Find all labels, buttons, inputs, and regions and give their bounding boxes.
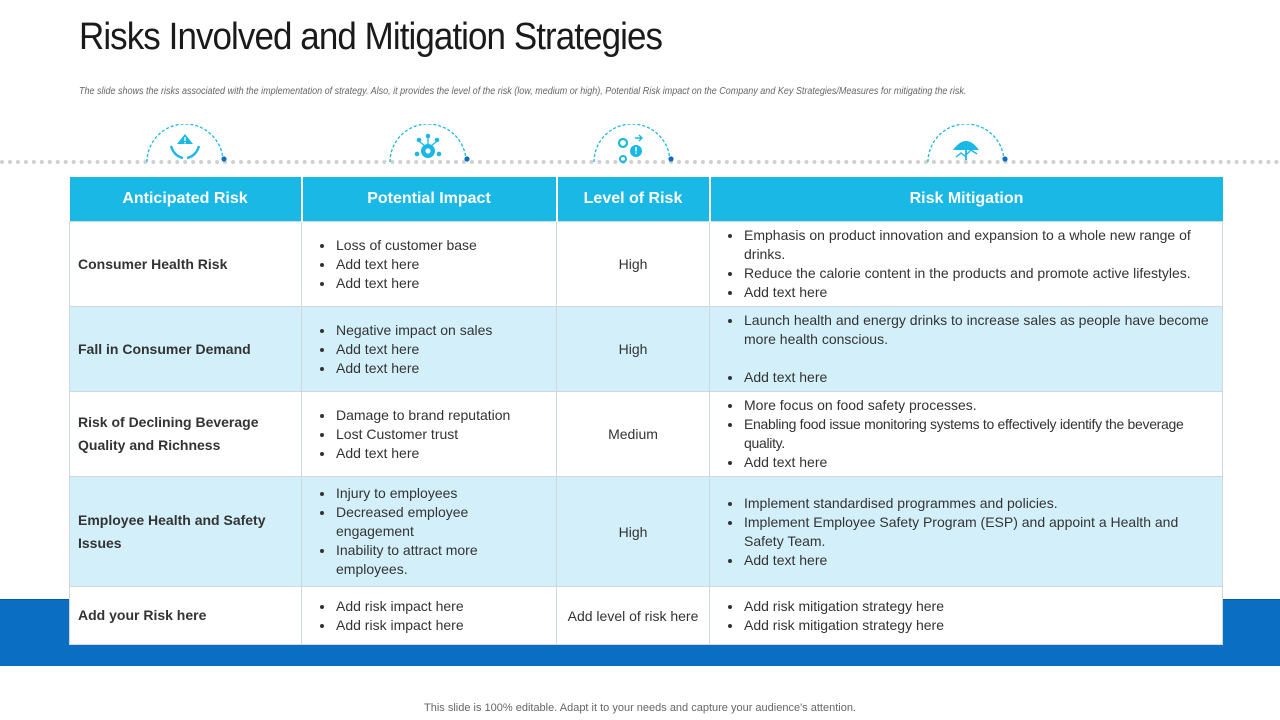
table-row <box>70 307 1223 392</box>
mitigation-cell <box>710 392 1223 477</box>
table-row <box>70 392 1223 477</box>
mitigation-item: • Add text here <box>743 551 1214 570</box>
mitigation-item: • Launch health and energy drinks to increase sales as people have become more health conscious. <box>743 311 1214 349</box>
mitigation-item: • Implement Employee Safety Program (ESP) and appoint a Health and Safety Team. <box>743 513 1214 551</box>
risk-level: Add level of risk here <box>557 587 710 645</box>
impact-item: • Damage to brand reputation <box>335 406 548 425</box>
page-subtitle: The slide shows the risks associated with the implementation of strategy. Also, it provides the level of the risk (low, medium or high), Potential Risk impact on the Company and Key Strategies/Measures for mitigating the risk. <box>79 86 967 97</box>
mitigation-item: • Add risk mitigation strategy here <box>743 616 1214 635</box>
page-title: Risks Involved and Mitigation Strategies <box>79 16 663 58</box>
risk-name: Employee Health and Safety Issues <box>70 477 302 587</box>
header-level-of-risk: Level of Risk <box>557 177 710 222</box>
table-row <box>70 477 1223 587</box>
mitigation-cell <box>710 222 1223 307</box>
impact-cell <box>302 392 557 477</box>
gear-network-icon <box>383 124 473 166</box>
impact-item: • Add text here <box>335 274 548 293</box>
table-row <box>70 587 1223 645</box>
mitigation-item: • Implement standardised programmes and policies. <box>743 494 1214 513</box>
impact-item: • Injury to employees <box>335 484 548 503</box>
mitigation-item: • Add text here <box>743 453 1214 472</box>
impact-item: • Inability to attract more employees. <box>335 541 548 579</box>
risk-level: High <box>557 222 710 307</box>
impact-item: • Lost Customer trust <box>335 425 548 444</box>
impact-item: • Decreased employee engagement <box>335 503 548 541</box>
mitigation-item: • Add risk mitigation strategy here <box>743 597 1214 616</box>
impact-item: • Negative impact on sales <box>335 321 548 340</box>
risk-name: Fall in Consumer Demand <box>70 307 302 392</box>
mitigation-item: • Reduce the calorie content in the products and promote active lifestyles. <box>743 264 1214 283</box>
mitigation-item: • Enabling food issue monitoring systems to effectively identify the beverage quality. <box>743 415 1214 453</box>
impact-item: • Add risk impact here <box>335 597 548 616</box>
impact-item: • Add text here <box>335 359 548 378</box>
impact-item: • Add text here <box>335 340 548 359</box>
impact-item: • Add text here <box>335 255 548 274</box>
risk-name: Consumer Health Risk <box>70 222 302 307</box>
risk-level: Medium <box>557 392 710 477</box>
impact-cell <box>302 222 557 307</box>
risk-name: Risk of Declining Beverage Quality and Richness <box>70 392 302 477</box>
impact-item: • Add text here <box>335 444 548 463</box>
risk-level: High <box>557 307 710 392</box>
impact-cell <box>302 587 557 645</box>
table-header-row <box>70 177 1223 222</box>
umbrella-chart-icon <box>921 124 1011 166</box>
risk-level: High <box>557 477 710 587</box>
mitigation-cell <box>710 307 1223 392</box>
impact-cell <box>302 477 557 587</box>
mitigation-item: • Emphasis on product innovation and expansion to a whole new range of drinks. <box>743 226 1214 264</box>
header-risk-mitigation: Risk Mitigation <box>710 177 1223 222</box>
mitigation-item: • Add text here <box>743 283 1214 302</box>
settings-alert-icon <box>587 124 677 166</box>
footer-note: This slide is 100% editable. Adapt it to your needs and capture your audience's attention. <box>424 702 856 714</box>
mitigation-item: • Add text here <box>743 368 1214 387</box>
header-anticipated-risk: Anticipated Risk <box>70 177 302 222</box>
hands-warning-icon <box>140 124 230 166</box>
impact-cell <box>302 307 557 392</box>
mitigation-item: • More focus on food safety processes. <box>743 396 1214 415</box>
impact-item: • Add risk impact here <box>335 616 548 635</box>
mitigation-cell <box>710 477 1223 587</box>
impact-item: • Loss of customer base <box>335 236 548 255</box>
risk-name: Add your Risk here <box>70 587 302 645</box>
table-row <box>70 222 1223 307</box>
header-potential-impact: Potential Impact <box>302 177 557 222</box>
mitigation-cell <box>710 587 1223 645</box>
risk-table <box>69 177 1223 645</box>
